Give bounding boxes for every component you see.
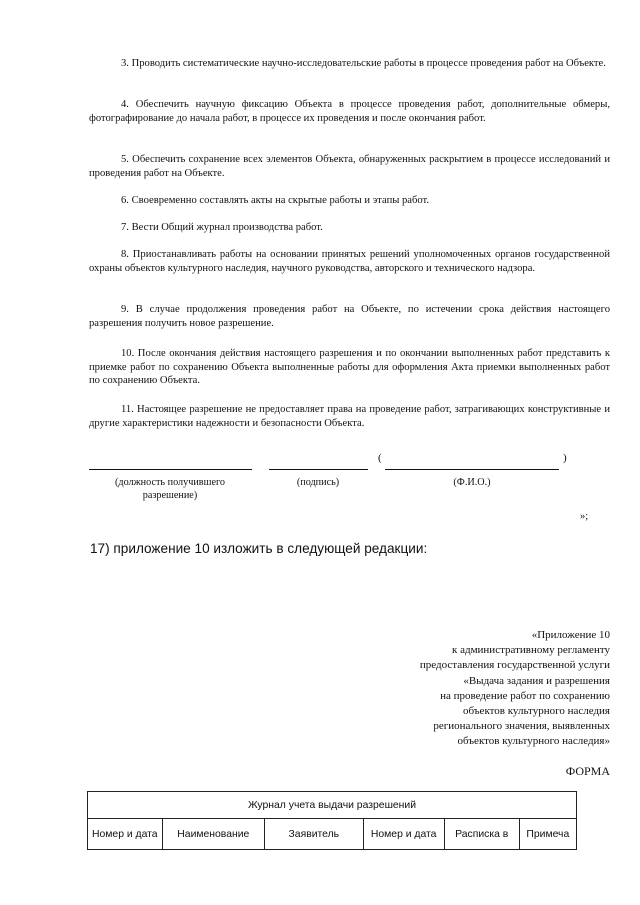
column-header: Наименование [162,819,264,850]
column-header: Примеча [519,819,576,850]
position-line [89,469,252,470]
column-header: Расписка в [444,819,519,850]
appendix-header [420,628,610,750]
journal-title: Журнал учета выдачи разрешений [88,792,577,819]
paragraph-6: 6. Своевременно составлять акты на скрытые работы и этапы работ. [121,195,430,206]
column-header: Заявитель [265,819,364,850]
form-label: ФОРМА [565,764,610,778]
paragraph-7: 7. Вести Общий журнал производства работ. [121,222,323,233]
column-header: Номер и дата [363,819,444,850]
appendix-line: регионального значения, выявленных [433,720,610,733]
closing-quote: »; [580,511,589,522]
appendix-line: объектов культурного наследия» [457,735,610,748]
paren-close: ) [563,452,567,464]
journal-table [87,791,577,850]
appendix-line: предоставления государственной услуги [419,659,610,672]
position-caption: (должность получившего разрешение) [115,477,225,501]
appendix-line: к административному регламенту [452,644,610,657]
paragraph-8: 8. Приостанавливать работы на основании принятых решений уполномоченных органов государственной охраны объектов культурного наследия, научного руководства, авторского и технического надзора. [89,249,610,274]
paragraph-10: 10. После окончания действия настоящего разрешения и по окончании выполненных работ представить к приемке работ по сохранению Объекта выполненные работы для оформления Акта приемки выполненных работ по сохранению Объекта. [89,348,610,387]
appendix-line: «Выдача задания и разрешения [463,674,610,687]
paren-open: ( [378,452,382,464]
appendix-line: на проведение работ по сохранению [440,689,610,702]
appendix-line: объектов культурного наследия [463,705,610,718]
paragraph-5: 5. Обеспечить сохранение всех элементов Объекта, обнаруженных раскрытием в процессе исследований и проведения работ на Объекте. [89,154,610,179]
paragraph-11: 11. Настоящее разрешение не предоставляет права на проведение работ, затрагивающих конструктивные и другие характеристики надежности и безопасности Объекта. [89,404,610,429]
signature-caption: (подпись) [296,477,340,488]
name-line [385,469,559,470]
paragraph-4: 4. Обеспечить научную фиксацию Объекта в процессе проведения работ, дополнительные обмеры, фотографирование до начала работ, в процессе их проведения и после окончания работ. [89,99,610,124]
paragraph-3: 3. Проводить систематические научно-исследовательские работы в процессе проведения работ на Объекте. [121,58,606,69]
appendix-line: «Приложение 10 [531,629,610,641]
column-header: Номер и дата [88,819,163,850]
amendment-17: 17) приложение 10 изложить в следующей редакции: [90,541,428,556]
signature-line [269,469,368,470]
name-caption: (Ф.И.О.) [453,477,491,488]
paragraph-9: 9. В случае продолжения проведения работ на Объекте, по истечении срока действия настоящего разрешения получить новое разрешение. [89,304,610,329]
